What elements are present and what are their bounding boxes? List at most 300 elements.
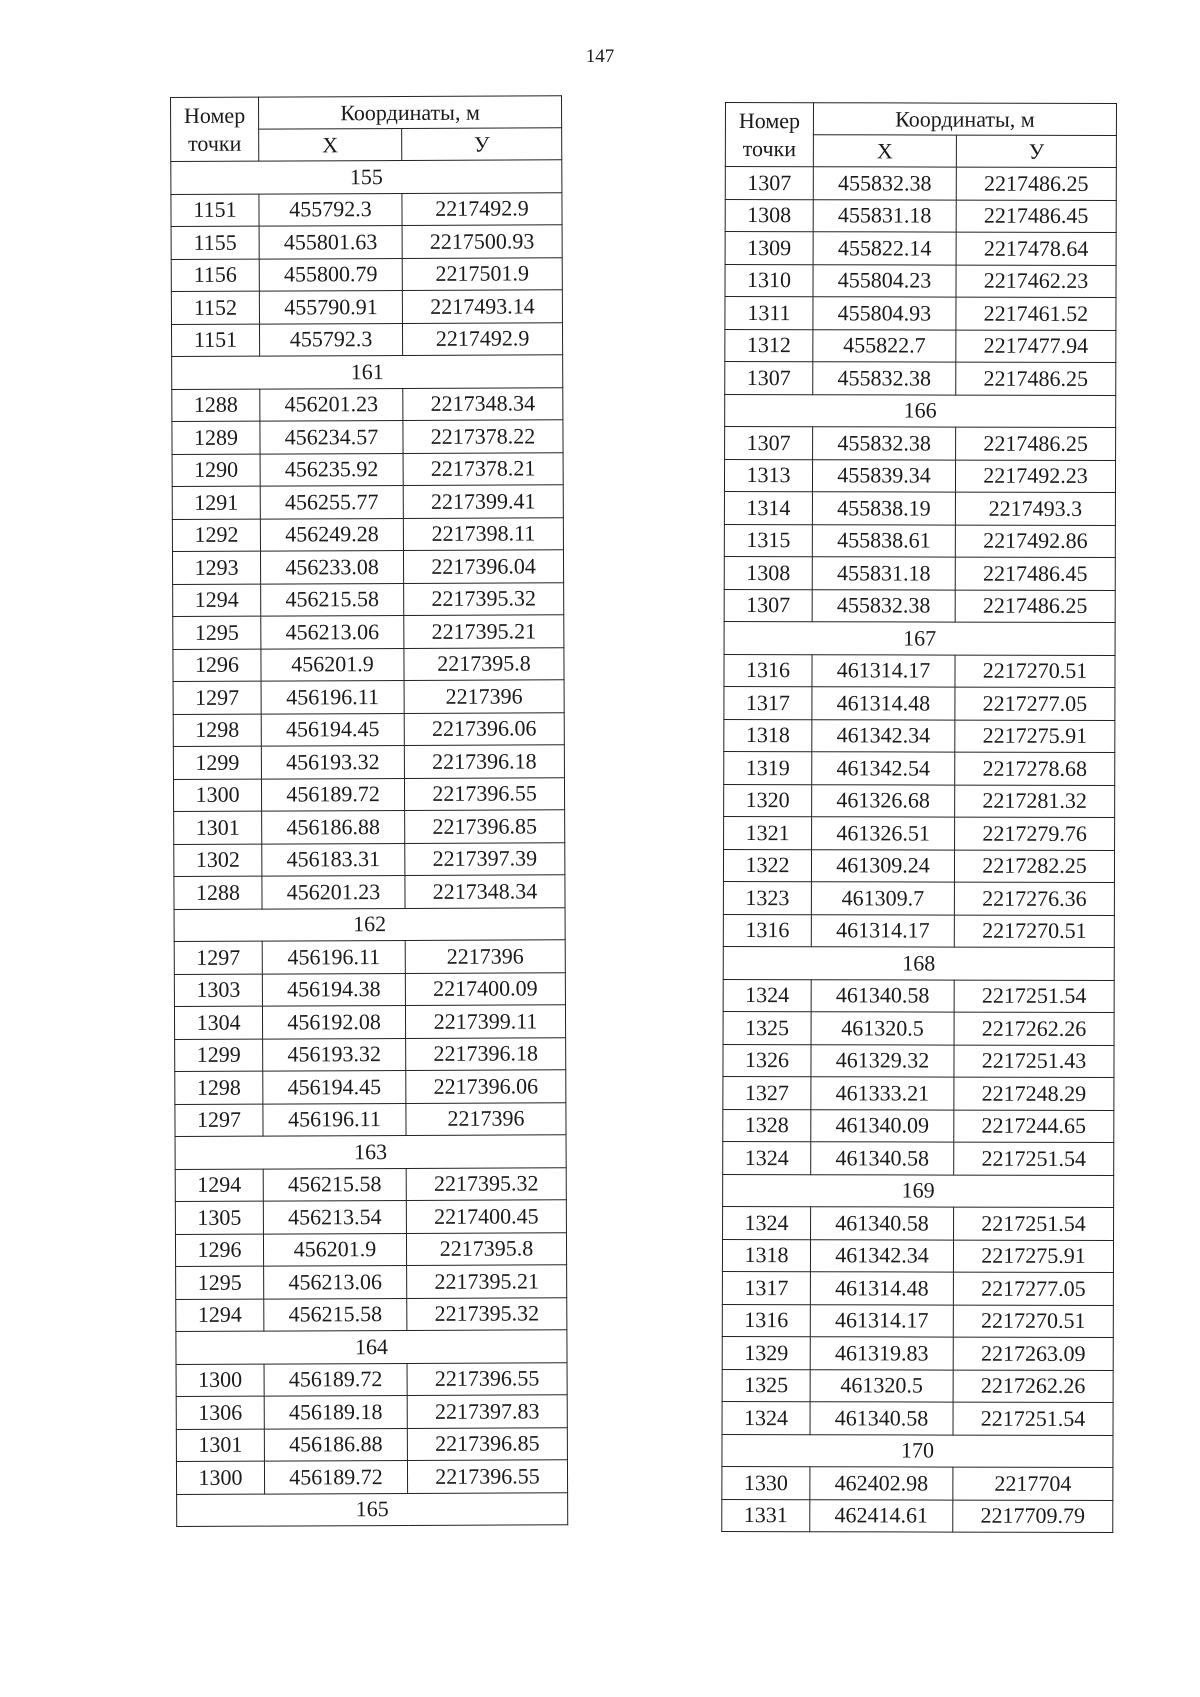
point-number-cell: 1288 — [172, 389, 260, 422]
section-row — [725, 394, 1116, 428]
point-number-cell: 1299 — [173, 746, 261, 779]
y-coordinate-cell: 2217395.32 — [406, 1167, 566, 1200]
table-row — [723, 1206, 1114, 1240]
x-coordinate-cell: 461314.17 — [810, 1304, 953, 1337]
table-row — [172, 420, 563, 454]
x-coordinate-cell: 455792.3 — [259, 193, 402, 226]
point-number-cell: 1318 — [724, 719, 812, 752]
table-row — [724, 556, 1115, 590]
x-coordinate-cell: 461309.7 — [811, 882, 954, 915]
table-row — [171, 290, 562, 324]
x-header: X — [813, 135, 956, 167]
y-coordinate-cell: 2217486.25 — [955, 590, 1115, 623]
y-coordinate-cell: 2217493.3 — [955, 492, 1115, 525]
point-number-cell: 1301 — [176, 1429, 264, 1462]
x-coordinate-cell: 461326.51 — [812, 817, 955, 850]
y-coordinate-cell: 2217461.52 — [956, 297, 1116, 330]
point-number-cell: 1307 — [725, 427, 813, 460]
y-coordinate-cell: 2217478.64 — [956, 232, 1116, 265]
point-number-cell: 1290 — [172, 454, 260, 487]
table-row — [723, 979, 1114, 1013]
table-row — [725, 362, 1116, 396]
x-coordinate-cell: 461309.24 — [811, 849, 954, 882]
point-number-cell: 1324 — [722, 1401, 810, 1434]
table-row — [176, 1362, 567, 1396]
point-number-cell: 1307 — [724, 589, 812, 622]
y-coordinate-cell: 2217396 — [405, 940, 565, 973]
table-row — [174, 810, 565, 844]
table-row — [722, 1401, 1113, 1435]
point-number-cell: 1294 — [176, 1299, 264, 1332]
section-row — [175, 1135, 566, 1169]
table-row — [171, 257, 562, 291]
y-coordinate-cell: 2217486.25 — [956, 362, 1116, 395]
x-coordinate-cell: 456186.88 — [264, 1428, 407, 1461]
table-row — [724, 589, 1115, 623]
y-coordinate-cell: 2217400.45 — [406, 1200, 566, 1233]
table-row — [723, 881, 1114, 915]
x-coordinate-cell: 456189.18 — [264, 1395, 407, 1428]
table-row — [724, 816, 1115, 850]
x-coordinate-cell: 456234.57 — [260, 420, 403, 453]
y-coordinate-cell: 2217398.11 — [403, 517, 563, 550]
table-row — [174, 875, 565, 909]
table-row — [173, 680, 564, 714]
table-row — [172, 550, 563, 584]
x-header: X — [259, 128, 402, 161]
x-coordinate-cell: 461319.83 — [810, 1337, 953, 1370]
x-coordinate-cell: 456201.9 — [263, 1233, 406, 1266]
y-coordinate-cell: 2217486.45 — [955, 557, 1115, 590]
table-row — [722, 1239, 1113, 1273]
x-coordinate-cell: 455838.61 — [812, 524, 955, 557]
point-number-cell: 1294 — [173, 584, 261, 617]
x-coordinate-cell: 461342.54 — [812, 752, 955, 785]
x-coordinate-cell: 455832.38 — [813, 167, 956, 200]
table-row — [174, 972, 565, 1006]
table-row — [725, 427, 1116, 461]
point-number-cell: 1292 — [172, 519, 260, 552]
x-coordinate-cell: 455804.93 — [813, 297, 956, 330]
table-row — [176, 1427, 567, 1461]
table-row — [176, 1460, 567, 1494]
y-coordinate-cell: 2217399.11 — [405, 1005, 565, 1038]
point-number-cell: 1295 — [173, 616, 261, 649]
y-coordinate-cell: 2217492.86 — [955, 525, 1115, 558]
x-coordinate-cell: 461340.58 — [811, 979, 954, 1012]
table-row — [722, 1304, 1113, 1338]
table-row — [725, 167, 1116, 201]
point-number-cell: 1322 — [723, 849, 811, 882]
point-number-cell: 1306 — [176, 1396, 264, 1429]
section-number: 162 — [174, 907, 565, 941]
y-coordinate-cell: 2217396 — [406, 1102, 566, 1135]
point-number-header — [725, 103, 813, 167]
y-coordinate-cell: 2217282.25 — [954, 850, 1114, 883]
y-header: У — [956, 135, 1116, 167]
point-number-cell: 1289 — [172, 421, 260, 454]
point-number-cell: 1324 — [723, 1206, 811, 1239]
table-row — [723, 914, 1114, 948]
x-coordinate-cell: 456196.11 — [262, 940, 405, 973]
x-coordinate-cell: 456213.06 — [261, 615, 404, 648]
table-row — [174, 1005, 565, 1039]
section-row — [176, 1330, 567, 1364]
table-row — [724, 751, 1115, 785]
header-row — [725, 103, 1116, 136]
x-coordinate-cell: 456189.72 — [264, 1363, 407, 1396]
point-number-cell: 1307 — [725, 362, 813, 395]
x-coordinate-cell: 461340.09 — [811, 1109, 954, 1142]
section-row — [177, 1492, 568, 1526]
point-number-cell: 1299 — [175, 1039, 263, 1072]
y-coordinate-cell: 2217709.79 — [953, 1500, 1113, 1533]
point-number-cell: 1156 — [171, 259, 259, 292]
y-coordinate-cell: 2217400.09 — [405, 972, 565, 1005]
table-row — [174, 842, 565, 876]
y-coordinate-cell: 2217397.83 — [407, 1395, 567, 1428]
point-number-cell: 1311 — [725, 297, 813, 330]
y-coordinate-cell: 2217395.21 — [407, 1265, 567, 1298]
point-number-cell: 1319 — [724, 751, 812, 784]
point-number-cell: 1317 — [722, 1271, 810, 1304]
y-coordinate-cell: 2217395.8 — [404, 647, 564, 680]
x-coordinate-cell: 456201.23 — [260, 388, 403, 421]
x-coordinate-cell: 456233.08 — [260, 550, 403, 583]
section-number: 169 — [723, 1174, 1114, 1208]
section-row — [171, 160, 562, 194]
coordinates-table-left — [170, 95, 568, 1527]
point-number-cell: 1305 — [175, 1201, 263, 1234]
point-number-cell: 1295 — [176, 1266, 264, 1299]
point-number-cell: 1296 — [173, 649, 261, 682]
point-number-cell: 1310 — [725, 264, 813, 297]
x-coordinate-cell: 455832.38 — [813, 362, 956, 395]
point-number-cell: 1288 — [174, 876, 262, 909]
x-coordinate-cell: 456196.11 — [263, 1103, 406, 1136]
x-coordinate-cell: 455832.38 — [813, 427, 956, 460]
y-coordinate-cell: 2217486.25 — [956, 427, 1116, 460]
point-number-cell: 1326 — [723, 1044, 811, 1077]
y-coordinate-cell: 2217276.36 — [954, 882, 1114, 915]
y-coordinate-cell: 2217248.29 — [954, 1077, 1114, 1110]
table-row — [171, 192, 562, 226]
x-coordinate-cell: 456213.06 — [264, 1265, 407, 1298]
page-number: 147 — [585, 46, 615, 67]
x-coordinate-cell: 456201.9 — [261, 648, 404, 681]
y-coordinate-cell: 2217348.34 — [403, 387, 563, 420]
point-number-header-line2: точки — [742, 135, 797, 161]
section-row — [722, 1434, 1113, 1468]
x-coordinate-cell: 455832.38 — [812, 589, 955, 622]
x-coordinate-cell: 461340.58 — [811, 1142, 954, 1175]
y-coordinate-cell: 2217251.54 — [954, 980, 1114, 1013]
x-coordinate-cell: 455804.23 — [813, 264, 956, 297]
table-row — [175, 1070, 566, 1104]
point-number-cell: 1309 — [725, 232, 813, 265]
section-number: 155 — [171, 160, 562, 194]
table-row — [725, 264, 1116, 298]
y-coordinate-cell: 2217275.91 — [953, 1240, 1113, 1273]
section-row — [172, 355, 563, 389]
x-coordinate-cell: 456213.54 — [263, 1200, 406, 1233]
table-row — [723, 1109, 1114, 1143]
y-coordinate-cell: 2217270.51 — [953, 1305, 1113, 1338]
table-row — [724, 686, 1115, 720]
section-row — [723, 1174, 1114, 1208]
section-number: 166 — [725, 394, 1116, 428]
x-coordinate-cell: 456189.72 — [264, 1460, 407, 1493]
table-row — [723, 1141, 1114, 1175]
x-coordinate-cell: 456235.92 — [260, 453, 403, 486]
y-coordinate-cell: 2217262.26 — [953, 1370, 1113, 1403]
y-coordinate-cell: 2217278.68 — [955, 752, 1115, 785]
table-row — [171, 225, 562, 259]
y-coordinate-cell: 2217275.91 — [955, 720, 1115, 753]
point-number-cell: 1300 — [173, 779, 261, 812]
table-row — [176, 1395, 567, 1429]
section-number: 163 — [175, 1135, 566, 1169]
table-row — [172, 452, 563, 486]
y-coordinate-cell: 2217262.26 — [954, 1012, 1114, 1045]
y-coordinate-cell: 2217486.45 — [956, 200, 1116, 233]
y-coordinate-cell: 2217396.55 — [407, 1362, 567, 1395]
point-number-cell: 1297 — [175, 1104, 263, 1137]
point-number-cell: 1312 — [725, 329, 813, 362]
x-coordinate-cell: 455839.34 — [812, 459, 955, 492]
table-row — [173, 647, 564, 681]
point-number-cell: 1307 — [725, 167, 813, 200]
table-row — [724, 654, 1115, 688]
x-coordinate-cell: 455790.91 — [259, 290, 402, 323]
point-number-header — [171, 97, 259, 161]
point-number-cell: 1296 — [175, 1234, 263, 1267]
y-coordinate-cell: 2217396.06 — [404, 712, 564, 745]
x-coordinate-cell: 455800.79 — [259, 258, 402, 291]
section-row — [723, 946, 1114, 980]
x-coordinate-cell: 455822.14 — [813, 232, 956, 265]
point-number-cell: 1298 — [175, 1071, 263, 1104]
point-number-cell: 1324 — [723, 1141, 811, 1174]
table-row — [173, 777, 564, 811]
table-row — [723, 1044, 1114, 1078]
y-coordinate-cell: 2217462.23 — [956, 265, 1116, 298]
point-number-cell: 1324 — [723, 979, 811, 1012]
table-row — [172, 387, 563, 421]
table-row — [722, 1499, 1113, 1533]
section-number: 168 — [723, 946, 1114, 980]
table-row — [172, 517, 563, 551]
x-coordinate-cell: 456215.58 — [261, 583, 404, 616]
y-coordinate-cell: 2217396.55 — [407, 1460, 567, 1493]
table-row — [173, 615, 564, 649]
point-number-cell: 1320 — [724, 784, 812, 817]
point-number-cell: 1152 — [171, 291, 259, 324]
point-number-cell: 1327 — [723, 1076, 811, 1109]
table-row — [173, 745, 564, 779]
y-coordinate-cell: 2217263.09 — [953, 1337, 1113, 1370]
x-coordinate-cell: 456194.45 — [263, 1070, 406, 1103]
y-coordinate-cell: 2217396.18 — [404, 745, 564, 778]
x-coordinate-cell: 456193.32 — [261, 745, 404, 778]
section-number: 165 — [177, 1492, 568, 1526]
table-row — [725, 297, 1116, 331]
point-number-cell: 1302 — [174, 844, 262, 877]
x-coordinate-cell: 462402.98 — [810, 1467, 953, 1500]
y-coordinate-cell: 2217704 — [953, 1467, 1113, 1500]
y-coordinate-cell: 2217270.51 — [955, 655, 1115, 688]
y-coordinate-cell: 2217492.9 — [402, 192, 562, 225]
point-number-cell: 1303 — [174, 974, 262, 1007]
point-number-cell: 1321 — [724, 816, 812, 849]
y-coordinate-cell: 2217501.9 — [402, 257, 562, 290]
x-coordinate-cell: 461340.58 — [810, 1402, 953, 1435]
coordinates-header: Координаты, м — [259, 96, 562, 129]
x-coordinate-cell: 456193.32 — [263, 1038, 406, 1071]
table-row — [175, 1102, 566, 1136]
y-coordinate-cell: 2217277.05 — [955, 687, 1115, 720]
x-coordinate-cell: 461314.17 — [811, 914, 954, 947]
x-coordinate-cell: 456215.58 — [263, 1168, 406, 1201]
table-row — [722, 1466, 1113, 1500]
point-number-cell: 1325 — [722, 1369, 810, 1402]
point-number-cell: 1323 — [723, 881, 811, 914]
point-number-cell: 1300 — [176, 1461, 264, 1494]
x-coordinate-cell: 456183.31 — [262, 843, 405, 876]
x-coordinate-cell: 455831.18 — [813, 199, 956, 232]
table-row — [722, 1369, 1113, 1403]
x-coordinate-cell: 456186.88 — [262, 810, 405, 843]
table-row — [723, 1011, 1114, 1045]
y-coordinate-cell: 2217493.14 — [402, 290, 562, 323]
y-coordinate-cell: 2217348.34 — [405, 875, 565, 908]
x-coordinate-cell: 456194.38 — [262, 973, 405, 1006]
section-row — [174, 907, 565, 941]
y-coordinate-cell: 2217500.93 — [402, 225, 562, 258]
y-coordinate-cell: 2217395.8 — [406, 1232, 566, 1265]
section-number: 170 — [722, 1434, 1113, 1468]
x-coordinate-cell: 461342.34 — [812, 719, 955, 752]
point-number-cell: 1316 — [723, 914, 811, 947]
point-number-cell: 1297 — [174, 941, 262, 974]
x-coordinate-cell: 456194.45 — [261, 713, 404, 746]
x-coordinate-cell: 456196.11 — [261, 680, 404, 713]
point-number-cell: 1291 — [172, 486, 260, 519]
point-number-cell: 1317 — [724, 686, 812, 719]
point-number-cell: 1151 — [171, 324, 259, 357]
table-row — [725, 232, 1116, 266]
point-number-cell: 1308 — [725, 199, 813, 232]
table-row — [172, 485, 563, 519]
coordinates-table-right — [721, 102, 1117, 1533]
point-number-cell: 1316 — [724, 654, 812, 687]
point-number-cell: 1151 — [171, 194, 259, 227]
x-coordinate-cell: 456201.23 — [262, 875, 405, 908]
y-coordinate-cell: 2217396 — [404, 680, 564, 713]
x-coordinate-cell: 455801.63 — [259, 225, 402, 258]
point-number-cell: 1318 — [722, 1239, 810, 1272]
table-row — [173, 712, 564, 746]
x-coordinate-cell: 455792.3 — [259, 323, 402, 356]
point-number-cell: 1331 — [722, 1499, 810, 1532]
x-coordinate-cell: 456192.08 — [262, 1005, 405, 1038]
table-row — [176, 1265, 567, 1299]
x-coordinate-cell: 456255.77 — [260, 485, 403, 518]
x-coordinate-cell: 461340.58 — [811, 1207, 954, 1240]
x-coordinate-cell: 461326.68 — [812, 784, 955, 817]
point-number-cell: 1313 — [724, 459, 812, 492]
point-number-header-line2: точки — [188, 130, 242, 156]
table-row — [723, 1076, 1114, 1110]
y-coordinate-cell: 2217397.39 — [405, 842, 565, 875]
x-coordinate-cell: 455822.7 — [813, 329, 956, 362]
y-header: У — [402, 128, 562, 161]
y-coordinate-cell: 2217396.55 — [404, 777, 564, 810]
point-number-cell: 1300 — [176, 1364, 264, 1397]
point-number-cell: 1316 — [722, 1304, 810, 1337]
x-coordinate-cell: 462414.61 — [810, 1499, 953, 1532]
x-coordinate-cell: 461314.48 — [812, 687, 955, 720]
point-number-cell: 1308 — [724, 556, 812, 589]
table-row — [723, 849, 1114, 883]
y-coordinate-cell: 2217486.25 — [956, 167, 1116, 200]
section-number: 167 — [724, 621, 1115, 655]
y-coordinate-cell: 2217251.54 — [954, 1142, 1114, 1175]
x-coordinate-cell: 461314.48 — [810, 1272, 953, 1305]
y-coordinate-cell: 2217281.32 — [955, 785, 1115, 818]
table-row — [725, 329, 1116, 363]
section-number: 164 — [176, 1330, 567, 1364]
table-row — [175, 1200, 566, 1234]
point-number-header-line1: Номер — [738, 108, 801, 134]
x-coordinate-cell: 461320.5 — [811, 1012, 954, 1045]
x-coordinate-cell: 461329.32 — [811, 1044, 954, 1077]
point-number-header-line1: Номер — [183, 102, 246, 128]
point-number-cell: 1330 — [722, 1466, 810, 1499]
table-row — [724, 719, 1115, 753]
table-row — [175, 1232, 566, 1266]
y-coordinate-cell: 2217251.43 — [954, 1045, 1114, 1078]
point-number-cell: 1328 — [723, 1109, 811, 1142]
y-coordinate-cell: 2217395.21 — [404, 615, 564, 648]
y-coordinate-cell: 2217251.54 — [954, 1207, 1114, 1240]
point-number-cell: 1315 — [724, 524, 812, 557]
point-number-cell: 1314 — [724, 491, 812, 524]
y-coordinate-cell: 2217279.76 — [955, 817, 1115, 850]
table-row — [725, 199, 1116, 233]
x-coordinate-cell: 456189.72 — [261, 778, 404, 811]
x-coordinate-cell: 461342.34 — [810, 1239, 953, 1272]
y-coordinate-cell: 2217378.22 — [403, 420, 563, 453]
y-coordinate-cell: 2217395.32 — [404, 582, 564, 615]
y-coordinate-cell: 2217396.04 — [403, 550, 563, 583]
point-number-cell: 1293 — [172, 551, 260, 584]
y-coordinate-cell: 2217277.05 — [953, 1272, 1113, 1305]
point-number-cell: 1294 — [175, 1169, 263, 1202]
y-coordinate-cell: 2217492.9 — [402, 322, 562, 355]
coordinates-header: Координаты, м — [813, 103, 1116, 136]
x-coordinate-cell: 456249.28 — [260, 518, 403, 551]
point-number-cell: 1297 — [173, 681, 261, 714]
x-coordinate-cell: 461314.17 — [812, 654, 955, 687]
section-row — [724, 621, 1115, 655]
x-coordinate-cell: 455831.18 — [812, 557, 955, 590]
table-row — [175, 1037, 566, 1071]
table-row — [176, 1297, 567, 1331]
point-number-cell: 1301 — [174, 811, 262, 844]
point-number-cell: 1329 — [722, 1336, 810, 1369]
y-coordinate-cell: 2217477.94 — [956, 330, 1116, 363]
